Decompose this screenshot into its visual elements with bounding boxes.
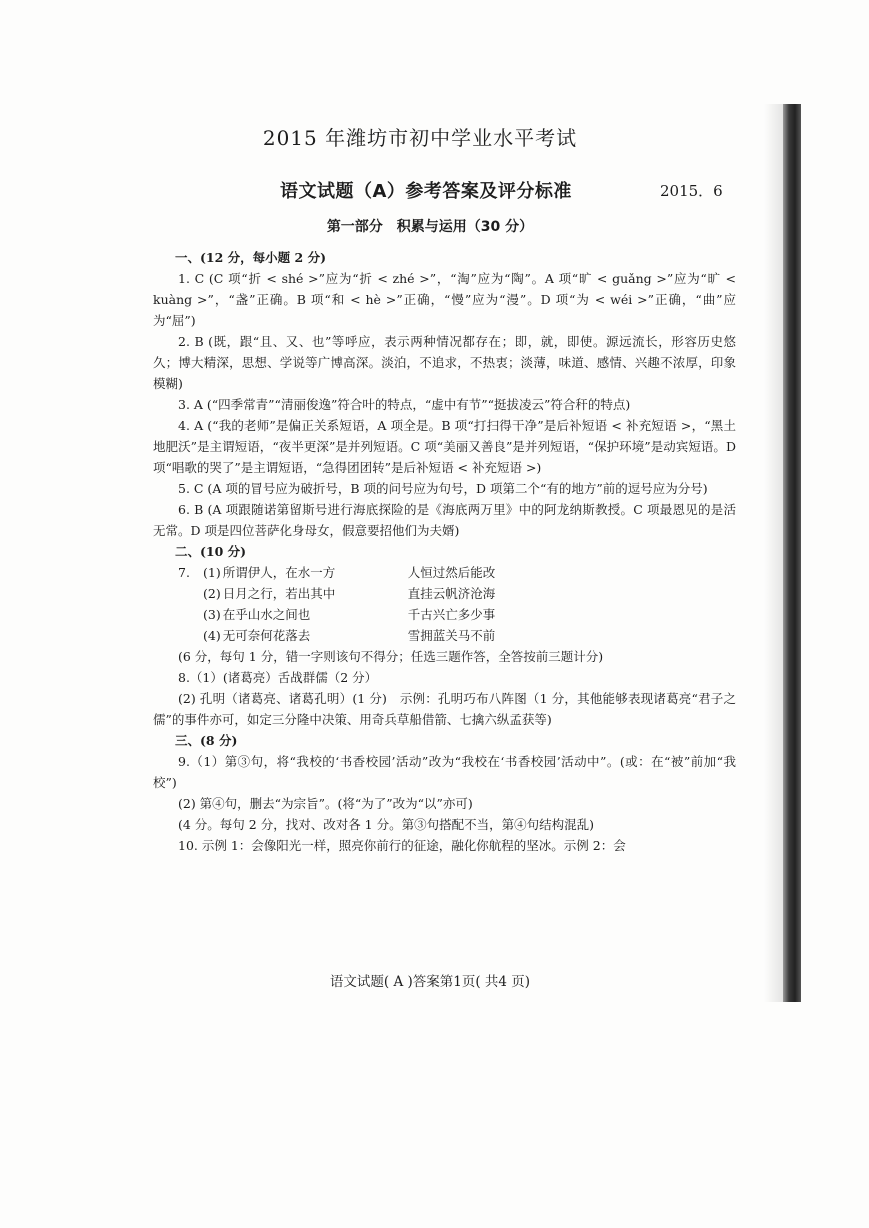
poem-row (178, 562, 736, 583)
poem-line-right: 直挂云帆济沧海 (407, 586, 496, 601)
poem-row-number: (4) (203, 628, 221, 643)
poem-row (178, 583, 736, 604)
answer-item-6: 6. B (A 项跟随诺第留斯号进行海底探险的是《海底两万里》中的阿龙纳斯教授。C 项最恩见的是活无常。D 项是四位菩萨化身母女，假意要招他们为夫婿) (153, 502, 736, 538)
poem-row-number: (2) (203, 586, 221, 601)
section-heading-1: 一、(12 分，每小题 2 分) (175, 250, 326, 265)
poem-line-left: 日月之行，若出其中 (222, 586, 336, 601)
scoring-note-7: (6 分，每句 1 分，错一字则该句不得分；任选三题作答，全答按前三题计分) (178, 649, 604, 664)
poem-row-number: (1) (203, 565, 221, 580)
scoring-note-9: (4 分。每句 2 分，找对、改对各 1 分。第③句搭配不当，第④句结构混乱) (178, 817, 594, 832)
answer-item-3: 3. A (“四季常青”“清丽俊逸”符合叶的特点，“虚中有节”“挺拔凌云”符合秆的特点) (178, 397, 631, 412)
poem-line-right: 雪拥蓝关马不前 (407, 628, 496, 643)
answer-item-10: 10. 示例 1：会像阳光一样，照亮你前行的征途，融化你航程的坚冰。示例 2：会 (178, 838, 626, 853)
answer-item-4: 4. A (“我的老师”是偏正关系短语，A 项全是。B 项“打扫得干净”是后补短语 < 补充短语 >，“黑土地肥沃”是主谓短语，“夜半更深”是并列短语。C 项“美丽又善良”是并列短语，“保护环境”是动宾短语。D 项“唱歌的哭了”是主谓短语，“急得团团转”是后补短语 < 补充短语 >) (153, 418, 736, 475)
poem-line-left: 无可奈何花落去 (222, 628, 311, 643)
poem-line-right: 千古兴亡多少事 (407, 607, 496, 622)
question-number: 7. (178, 565, 190, 580)
answer-content (153, 247, 736, 856)
poem-answers (153, 562, 736, 646)
answer-item-1: 1. C (C 项“折 < shé >”应为“折 < zhé >”，“淘”应为“陶”。A 项“旷 < guǎng >”应为“旷 < kuàng >”，“盏”正确。B 项“和 < hè >”正确，“慢”应为“漫”。D 项“为 < wéi >”正确，“曲”应为“屈”) (153, 271, 736, 328)
answer-item-5: 5. C (A 项的冒号应为破折号，B 项的问号应为句号，D 项第二个“有的地方”前的逗号应为分号) (178, 481, 708, 496)
poem-row-number: (3) (203, 607, 221, 622)
poem-row (178, 604, 736, 625)
answer-item-9-2: (2) 第④句，删去“为宗旨”。(将“为了”改为“以”亦可) (178, 796, 473, 811)
document-date: 2015．6 (660, 182, 723, 200)
answer-item-2: 2. B (既，跟“且、又、也”等呼应，表示两种情况都存在；即，就，即使。源远流长，形容历史悠久；博大精深，思想、学说等广博高深。淡泊，不追求，不热衷；淡薄，味道、感情、兴趣不浓厚，印象模糊) (153, 334, 736, 391)
section-heading-3: 三、(8 分) (175, 733, 238, 748)
poem-line-left: 所谓伊人，在水一方 (222, 565, 336, 580)
page-footer: 语文试题( A )答案第1页( 共4 页) (329, 974, 531, 990)
document-subtitle: 语文试题（A）参考答案及评分标准 (280, 181, 572, 202)
section-heading-2: 二、(10 分) (175, 544, 247, 559)
answer-item-9-1: 9.（1）第③句，将“我校的‘书香校园’活动”改为“我校在‘书香校园’活动中”。(或：在“被”前加“我校”) (153, 754, 736, 790)
scan-binding-edge (783, 104, 801, 1002)
poem-row (178, 625, 736, 646)
scan-shadow (764, 104, 784, 1002)
part-heading: 第一部分 积累与运用（30 分） (326, 219, 534, 235)
answer-item-8-1: 8.（1）(诸葛亮）舌战群儒（2 分） (178, 670, 378, 685)
answer-item-8-2: (2) 孔明（诸葛亮、诸葛孔明）(1 分) 示例：孔明巧布八阵图（1 分，其他能够表现诸葛亮“君子之儒”的事件亦可，如定三分隆中决策、用奇兵草船借箭、七擒六纵孟获等) (153, 691, 736, 727)
poem-line-right: 人恒过然后能改 (407, 565, 496, 580)
poem-line-left: 在乎山水之间也 (222, 607, 311, 622)
document-title: 2015 年潍坊市初中学业水平考试 (262, 126, 578, 150)
